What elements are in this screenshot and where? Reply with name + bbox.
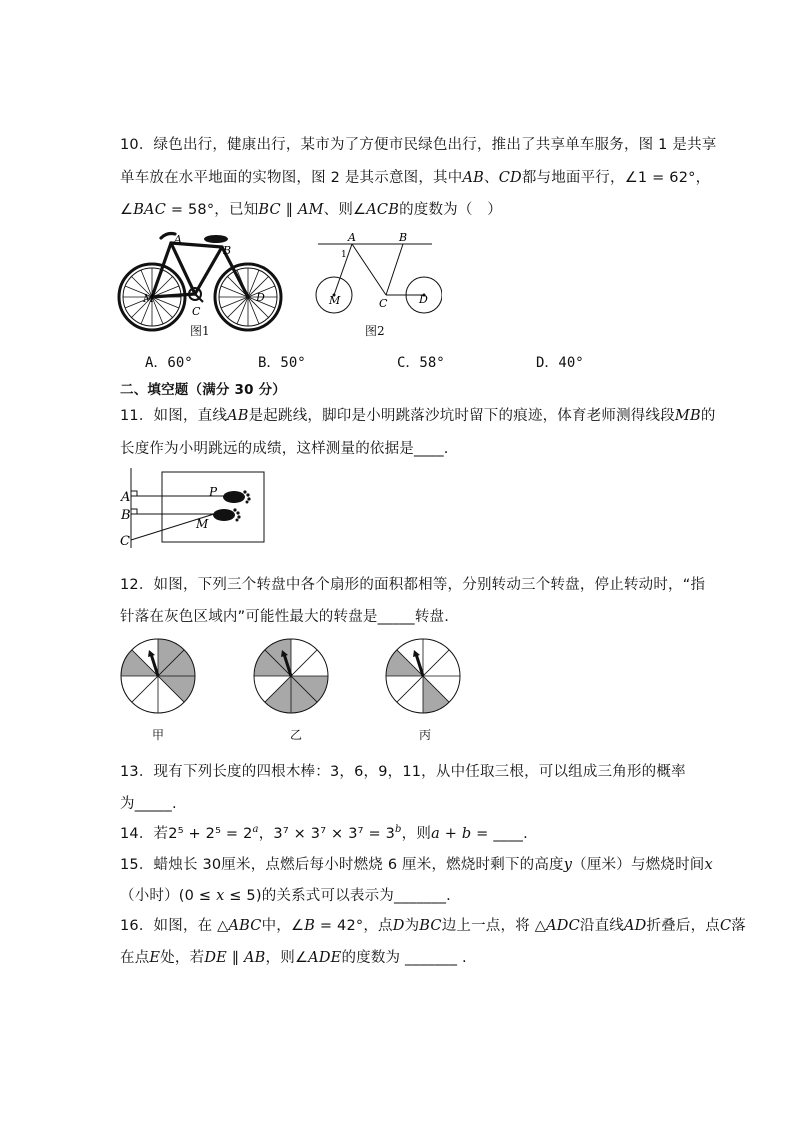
math-adc: ADC bbox=[546, 918, 580, 934]
math-e: E bbox=[149, 950, 161, 966]
label-p: P bbox=[209, 485, 218, 499]
math-x: x bbox=[704, 857, 713, 873]
text: （小时）(0 ≤ bbox=[120, 888, 217, 904]
footprint-icon bbox=[213, 490, 251, 521]
label-m: M bbox=[329, 294, 341, 307]
text: ， bbox=[258, 826, 274, 842]
math-sum: a + b bbox=[431, 826, 472, 842]
text: 单车放在水平地面的实物图，图 2 是其示意图，其中 bbox=[120, 170, 463, 186]
text: 的 bbox=[700, 408, 716, 424]
math-c: C bbox=[719, 918, 732, 934]
text: 的度数为 _______ . bbox=[341, 950, 467, 966]
text: ∠ bbox=[120, 202, 134, 218]
label-a: A bbox=[121, 490, 131, 505]
label-c: C bbox=[379, 297, 388, 310]
text: 是起跳线，脚印是小明跳落沙坑时留下的痕迹，体育老师测得线段 bbox=[248, 408, 675, 424]
q15-line-1 bbox=[120, 853, 713, 874]
q13-line-1: 13．现有下列长度的四根木棒：3，6，9，11，从中任取三根，可以组成三角形的概率 bbox=[120, 764, 686, 780]
math-y: y bbox=[563, 857, 573, 873]
label-b: B bbox=[121, 508, 131, 523]
math-ab: AB bbox=[244, 950, 266, 966]
fig2-caption: 图2 bbox=[365, 324, 385, 338]
math-ab: AB bbox=[227, 408, 249, 424]
text: ≤ 5)的关系式可以表示为_______. bbox=[224, 888, 451, 904]
q14-line bbox=[120, 822, 528, 843]
label-d: D bbox=[256, 291, 265, 304]
q12-line-2: 针落在灰色区域内”可能性最大的转盘是_____转盘. bbox=[120, 609, 450, 625]
text: ∥ bbox=[226, 950, 245, 966]
text: 为 bbox=[404, 918, 420, 934]
text: 处，若 bbox=[160, 950, 205, 966]
text: 沿直线 bbox=[579, 918, 624, 934]
math-bc: BC bbox=[419, 918, 442, 934]
label-a: A bbox=[348, 231, 356, 244]
q13-line-2: 为_____. bbox=[120, 796, 177, 812]
math-mb: MB bbox=[674, 408, 701, 424]
text: ，则∠ bbox=[265, 950, 309, 966]
text: = 58°，已知 bbox=[166, 202, 259, 218]
text: = 42°，点 bbox=[315, 918, 393, 934]
text: 15．蜡烛长 30厘米，点燃后每小时燃烧 6 厘米，燃烧时剩下的高度 bbox=[120, 857, 564, 873]
text: 、则∠ bbox=[323, 202, 367, 218]
fig1-caption: 图1 bbox=[190, 324, 210, 338]
math-expr: 3⁷ × 3⁷ × 3⁷ = 3 bbox=[273, 826, 396, 842]
q16-line-2 bbox=[120, 946, 467, 967]
text: 折叠后，点 bbox=[646, 918, 720, 934]
bicycle-schematic bbox=[312, 230, 442, 318]
math-bc: BC bbox=[258, 202, 281, 218]
math-ad: AD bbox=[623, 918, 647, 934]
label-c: C bbox=[120, 534, 130, 549]
text: 11．如图，直线 bbox=[120, 408, 228, 424]
text: 边上一点，将 △ bbox=[441, 918, 547, 934]
math-d: D bbox=[392, 918, 405, 934]
text: 落 bbox=[731, 918, 746, 934]
text: 14．若 bbox=[120, 826, 169, 842]
bicycle-frame bbox=[152, 234, 248, 298]
spinner-jia bbox=[120, 638, 198, 716]
text: 的度数为（ ） bbox=[399, 202, 502, 218]
caption-bing: 丙 bbox=[419, 728, 432, 742]
math-cd: CD bbox=[498, 170, 522, 186]
q16-line-1 bbox=[120, 914, 746, 935]
spinner-yi bbox=[253, 638, 331, 716]
math-ade: ADE bbox=[308, 950, 342, 966]
math-exp-b: b bbox=[395, 824, 402, 836]
math-exp-a: a bbox=[252, 824, 259, 836]
option-d[interactable]: D．40° bbox=[536, 355, 584, 371]
text: 中，∠ bbox=[261, 918, 305, 934]
label-m: M bbox=[196, 517, 209, 531]
text: 都与地面平行，∠1 = 62°， bbox=[521, 170, 711, 186]
label-d: D bbox=[419, 293, 428, 306]
label-m: M bbox=[143, 292, 155, 305]
q11-line-1 bbox=[120, 404, 716, 425]
label-angle-1: 1 bbox=[341, 250, 347, 260]
label-b: B bbox=[399, 231, 408, 244]
option-a[interactable]: A．60° bbox=[145, 355, 193, 371]
math-expr: 2⁵ + 2⁵ = 2 bbox=[168, 826, 253, 842]
label-b: B bbox=[223, 244, 232, 257]
math-bac: BAC bbox=[133, 202, 167, 218]
text: （厘米）与燃烧时间 bbox=[572, 857, 705, 873]
q10-line-2 bbox=[120, 166, 710, 187]
text: ∥ bbox=[280, 202, 298, 218]
label-a: A bbox=[174, 233, 182, 246]
caption-jia: 甲 bbox=[152, 728, 165, 742]
text: 、 bbox=[483, 170, 499, 186]
caption-yi: 乙 bbox=[290, 728, 303, 742]
sandpit bbox=[162, 472, 264, 542]
label-c: C bbox=[192, 305, 201, 318]
q10-line-3 bbox=[120, 198, 502, 219]
math-x: x bbox=[216, 888, 225, 904]
section-heading: 二、填空题（满分 30 分） bbox=[120, 382, 286, 398]
option-c[interactable]: C．58° bbox=[397, 355, 445, 371]
math-ab: AB bbox=[462, 170, 484, 186]
q15-line-2 bbox=[120, 884, 451, 905]
option-b[interactable]: B．50° bbox=[258, 355, 306, 371]
saddle bbox=[204, 235, 228, 243]
long-jump-figure bbox=[114, 466, 270, 550]
math-am: AM bbox=[297, 202, 324, 218]
math-de: DE bbox=[204, 950, 227, 966]
text: 在点 bbox=[120, 950, 150, 966]
math-b: B bbox=[304, 918, 316, 934]
q10-line-1: 10．绿色出行，健康出行，某市为了方便市民绿色出行，推出了共享单车服务，图 1 是共享 bbox=[120, 137, 717, 153]
math-acb: ACB bbox=[366, 202, 400, 218]
text: = ____. bbox=[471, 826, 528, 842]
math-abc: ABC bbox=[228, 918, 262, 934]
text: 16．如图，在 △ bbox=[120, 918, 229, 934]
q11-line-2: 长度作为小明跳远的成绩，这样测量的依据是____. bbox=[120, 441, 449, 457]
text: ，则 bbox=[401, 826, 432, 842]
spinner-bing bbox=[385, 638, 463, 716]
q12-line-1: 12．如图，下列三个转盘中各个扇形的面积都相等，分别转动三个转盘，停止转动时，“指 bbox=[120, 577, 706, 593]
